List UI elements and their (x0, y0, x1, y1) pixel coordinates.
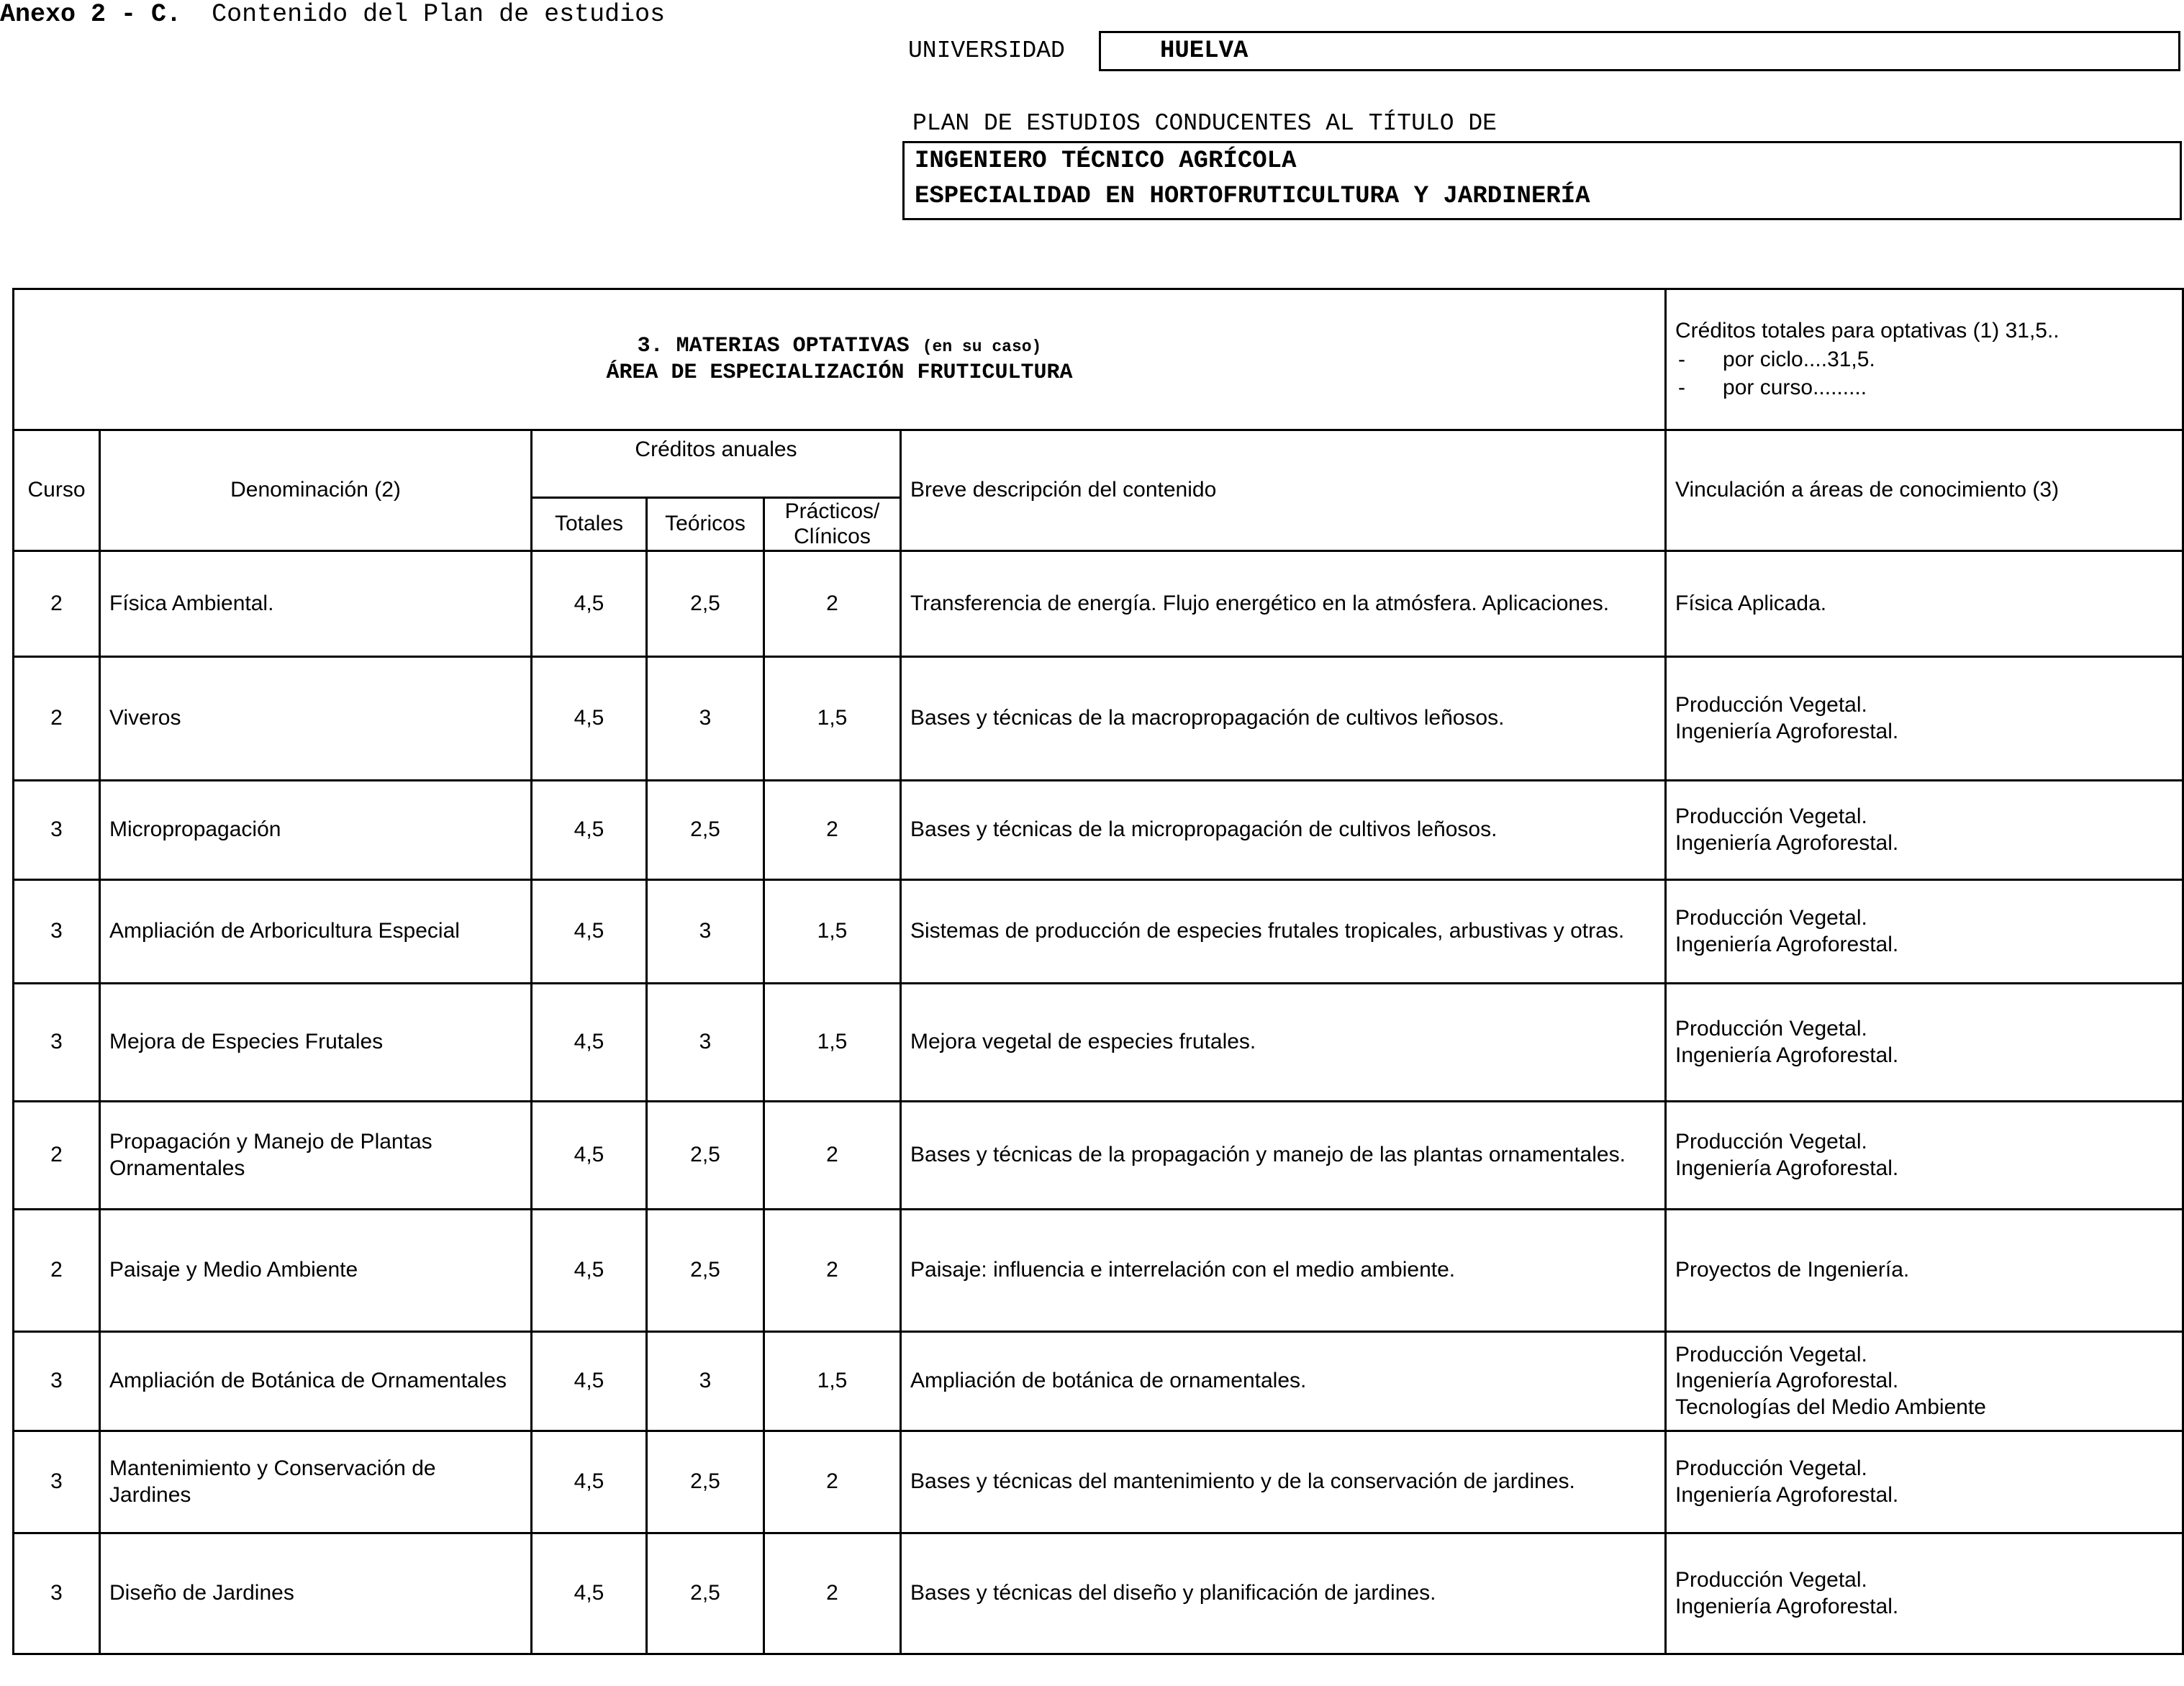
curso-cell: 2 (14, 1102, 100, 1210)
knowledge-area: Producción Vegetal. (1675, 1567, 1867, 1592)
knowledge-area: Ingeniería Agroforestal. (1675, 719, 1899, 743)
annex-label: Anexo 2 - C. (0, 0, 182, 29)
practicos-cell: 2 (764, 1210, 901, 1332)
teoricos-cell: 2,5 (647, 1431, 764, 1533)
university-box (1099, 31, 2180, 71)
university-label: UNIVERSIDAD (908, 37, 1065, 64)
vinculacion-cell (1666, 551, 2183, 657)
denominacion-cell: Mantenimiento y Conservación de Jardines (100, 1431, 532, 1533)
practicos-cell: 1,5 (764, 657, 901, 781)
totales-cell: 4,5 (532, 657, 647, 781)
denominacion-cell: Micropropagación (100, 781, 532, 880)
col-practicos: Prácticos/ Clínicos (764, 498, 901, 551)
denominacion-cell: Diseño de Jardines (100, 1533, 532, 1654)
teoricos-cell: 2,5 (647, 1102, 764, 1210)
knowledge-area: Producción Vegetal. (1675, 1129, 1867, 1154)
totales-cell: 4,5 (532, 984, 647, 1102)
knowledge-area: Producción Vegetal. (1675, 804, 1867, 828)
annex-heading (0, 0, 665, 29)
degree-specialty: ESPECIALIDAD EN HORTOFRUTICULTURA Y JARDINERÍA (915, 183, 1590, 210)
col-creditos-anuales: Créditos anuales (532, 430, 901, 498)
table-row (14, 1210, 2183, 1332)
knowledge-area: Producción Vegetal. (1675, 1456, 1867, 1480)
section-title-line2: ÁREA DE ESPECIALIZACIÓN FRUTICULTURA (606, 360, 1073, 385)
credits-per-cycle: - por ciclo....31,5. (1675, 345, 2173, 374)
totales-cell: 4,5 (532, 781, 647, 880)
denominacion-cell: Mejora de Especies Frutales (100, 984, 532, 1102)
vinculacion-cell (1666, 880, 2183, 984)
totales-cell: 4,5 (532, 1431, 647, 1533)
table-row (14, 1533, 2183, 1654)
teoricos-cell: 3 (647, 984, 764, 1102)
descripcion-cell: Paisaje: influencia e interrelación con el medio ambiente. (901, 1210, 1666, 1332)
practicos-cell: 2 (764, 1102, 901, 1210)
descripcion-cell: Mejora vegetal de especies frutales. (901, 984, 1666, 1102)
denominacion-cell: Viveros (100, 657, 532, 781)
col-denominacion: Denominación (2) (100, 430, 532, 551)
totales-cell: 4,5 (532, 1332, 647, 1431)
practicos-cell: 2 (764, 551, 901, 657)
table-row (14, 781, 2183, 880)
knowledge-area: Ingeniería Agroforestal. (1675, 1482, 1899, 1507)
practicos-cell: 1,5 (764, 1332, 901, 1431)
descripcion-cell: Sistemas de producción de especies frutales tropicales, arbustivas y otras. (901, 880, 1666, 984)
annex-title: Contenido del Plan de estudios (212, 0, 666, 29)
university-value: HUELVA (1160, 37, 1249, 65)
teoricos-cell: 3 (647, 1332, 764, 1431)
knowledge-area: Ingeniería Agroforestal. (1675, 1369, 1899, 1393)
knowledge-area: Ingeniería Agroforestal. (1675, 1043, 1899, 1067)
curso-cell: 2 (14, 551, 100, 657)
denominacion-cell: Ampliación de Arboricultura Especial (100, 880, 532, 984)
table-row (14, 551, 2183, 657)
practicos-cell: 1,5 (764, 880, 901, 984)
teoricos-cell: 2,5 (647, 1533, 764, 1654)
descripcion-cell: Bases y técnicas del diseño y planificación de jardines. (901, 1533, 1666, 1654)
totales-cell: 4,5 (532, 880, 647, 984)
column-header-row-1 (14, 430, 2183, 498)
practicos-cell: 2 (764, 781, 901, 880)
teoricos-cell: 2,5 (647, 781, 764, 880)
section-title-line1 (23, 333, 1656, 360)
denominacion-cell: Ampliación de Botánica de Ornamentales (100, 1332, 532, 1431)
section-title-note: (en su caso) (922, 337, 1042, 356)
plan-label: PLAN DE ESTUDIOS CONDUCENTES AL TÍTULO DE (912, 110, 1497, 137)
vinculacion-cell (1666, 1533, 2183, 1654)
col-vinculacion: Vinculación a áreas de conocimiento (3) (1666, 430, 2183, 551)
curso-cell: 2 (14, 657, 100, 781)
teoricos-cell: 2,5 (647, 1210, 764, 1332)
col-totales: Totales (532, 498, 647, 551)
col-teoricos: Teóricos (647, 498, 764, 551)
credits-per-course: - por curso......... (1675, 373, 2173, 402)
knowledge-area: Producción Vegetal. (1675, 1342, 1867, 1367)
curso-cell: 3 (14, 1533, 100, 1654)
curso-cell: 3 (14, 1332, 100, 1431)
degree-title: INGENIERO TÉCNICO AGRÍCOLA (915, 148, 1297, 175)
table-row (14, 1102, 2183, 1210)
knowledge-area: Proyectos de Ingeniería. (1675, 1258, 1910, 1282)
curso-cell: 3 (14, 781, 100, 880)
totales-cell: 4,5 (532, 1210, 647, 1332)
totales-cell: 4,5 (532, 1533, 647, 1654)
vinculacion-cell (1666, 984, 2183, 1102)
table-row (14, 1332, 2183, 1431)
col-descripcion: Breve descripción del contenido (901, 430, 1666, 551)
table-row (14, 880, 2183, 984)
knowledge-area: Ingeniería Agroforestal. (1675, 1594, 1899, 1618)
descripcion-cell: Bases y técnicas del mantenimiento y de la conservación de jardines. (901, 1431, 1666, 1533)
descripcion-cell: Bases y técnicas de la micropropagación de cultivos leñosos. (901, 781, 1666, 880)
vinculacion-cell (1666, 1431, 2183, 1533)
section-title (14, 289, 1666, 430)
total-credits: Créditos totales para optativas (1) 31,5.. (1675, 319, 2060, 343)
teoricos-cell: 3 (647, 880, 764, 984)
col-curso: Curso (14, 430, 100, 551)
section-header-row (14, 289, 2183, 430)
denominacion-cell: Propagación y Manejo de Plantas Ornamentales (100, 1102, 532, 1210)
knowledge-area: Producción Vegetal. (1675, 905, 1867, 930)
subjects-table (12, 288, 2184, 1655)
knowledge-area: Ingeniería Agroforestal. (1675, 830, 1899, 855)
practicos-cell: 2 (764, 1431, 901, 1533)
vinculacion-cell (1666, 1210, 2183, 1332)
table-row (14, 984, 2183, 1102)
totales-cell: 4,5 (532, 551, 647, 657)
teoricos-cell: 3 (647, 657, 764, 781)
knowledge-area: Producción Vegetal. (1675, 1016, 1867, 1041)
table-row (14, 657, 2183, 781)
descripcion-cell: Bases y técnicas de la macropropagación de cultivos leñosos. (901, 657, 1666, 781)
descripcion-cell: Bases y técnicas de la propagación y manejo de las plantas ornamentales. (901, 1102, 1666, 1210)
practicos-cell: 2 (764, 1533, 901, 1654)
knowledge-area: Tecnologías del Medio Ambiente (1675, 1395, 1986, 1419)
denominacion-cell: Física Ambiental. (100, 551, 532, 657)
teoricos-cell: 2,5 (647, 551, 764, 657)
vinculacion-cell (1666, 1102, 2183, 1210)
vinculacion-cell (1666, 657, 2183, 781)
total-credits-cell (1666, 289, 2183, 430)
denominacion-cell: Paisaje y Medio Ambiente (100, 1210, 532, 1332)
curso-cell: 3 (14, 984, 100, 1102)
descripcion-cell: Ampliación de botánica de ornamentales. (901, 1332, 1666, 1431)
vinculacion-cell (1666, 1332, 2183, 1431)
curso-cell: 3 (14, 880, 100, 984)
table-row (14, 1431, 2183, 1533)
descripcion-cell: Transferencia de energía. Flujo energético en la atmósfera. Aplicaciones. (901, 551, 1666, 657)
knowledge-area: Física Aplicada. (1675, 591, 1827, 615)
knowledge-area: Producción Vegetal. (1675, 692, 1867, 717)
curso-cell: 3 (14, 1431, 100, 1533)
knowledge-area: Ingeniería Agroforestal. (1675, 1156, 1899, 1180)
degree-box (902, 141, 2182, 220)
vinculacion-cell (1666, 781, 2183, 880)
totales-cell: 4,5 (532, 1102, 647, 1210)
practicos-cell: 1,5 (764, 984, 901, 1102)
curso-cell: 2 (14, 1210, 100, 1332)
section-title-main: 3. MATERIAS OPTATIVAS (637, 333, 910, 358)
knowledge-area: Ingeniería Agroforestal. (1675, 932, 1899, 956)
